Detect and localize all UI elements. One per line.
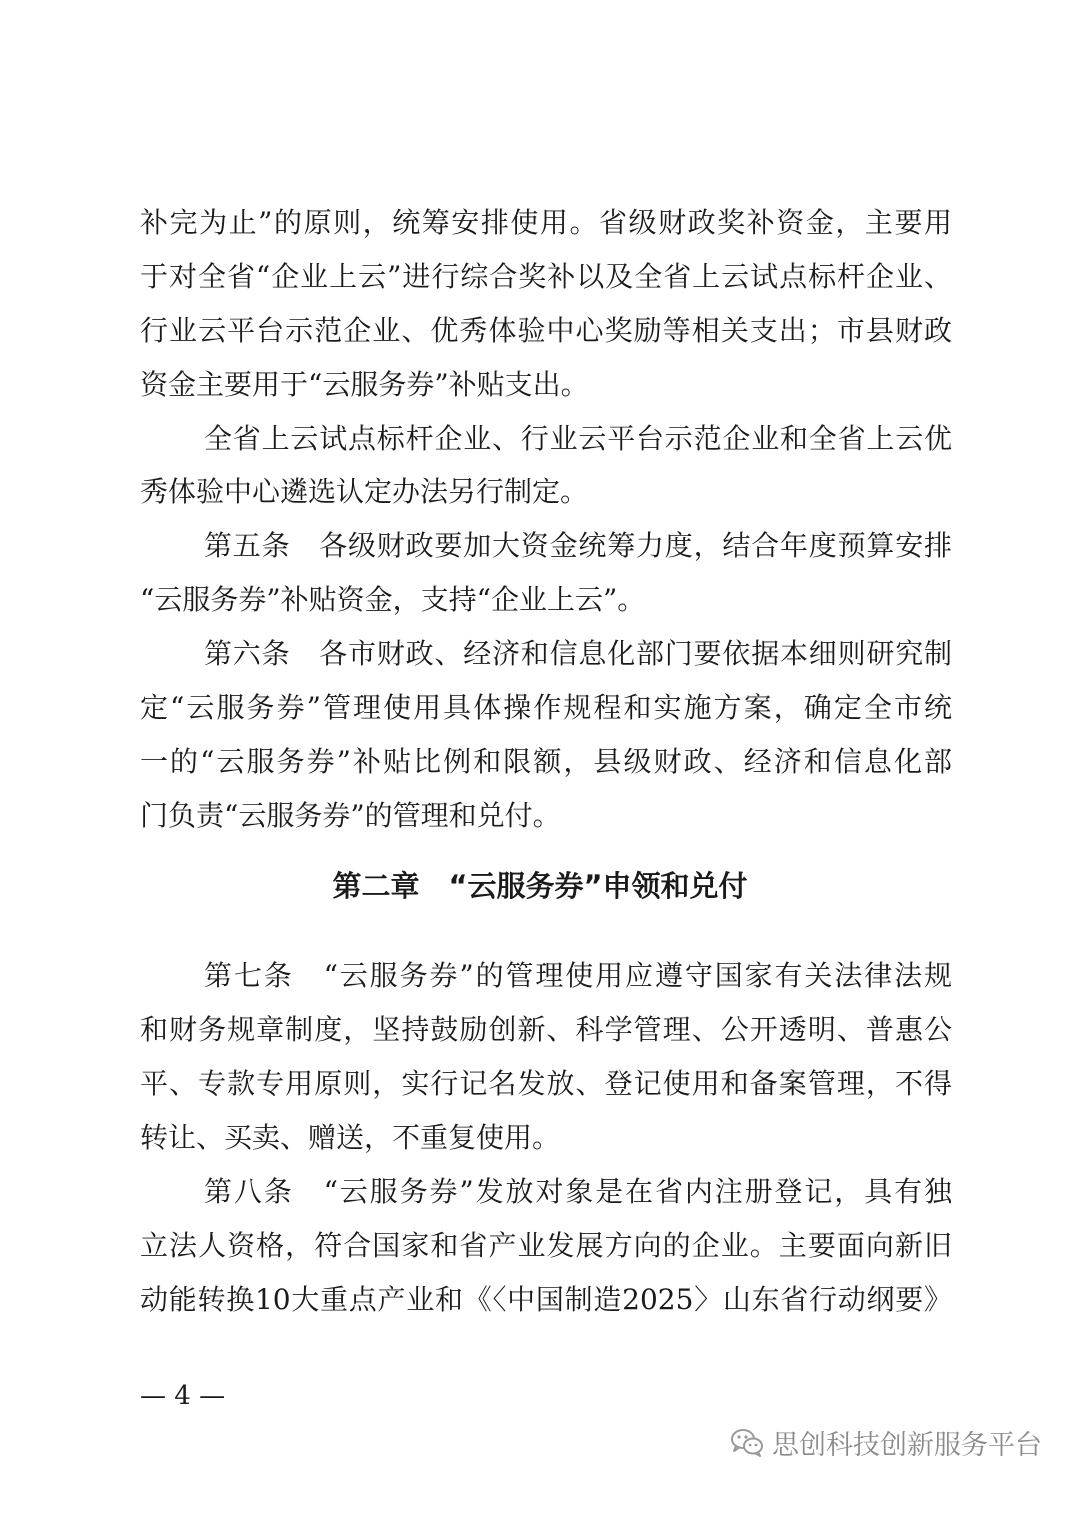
text-line: 资金主要用于“云服务券”补贴支出。	[140, 368, 589, 401]
wechat-icon	[730, 1427, 764, 1457]
text-line: 秀体验中心遴选认定办法另行制定。	[140, 475, 589, 508]
text-line: 补完为止”的原则，统筹安排使用。省级财政奖补资金，主要用	[140, 206, 952, 239]
text-line: 于对全省“企业上云”进行综合奖补以及全省上云试点标杆企业、	[140, 260, 952, 293]
text-line: 转让、买卖、赠送，不重复使用。	[140, 1121, 561, 1154]
text-line: 行业云平台示范企业、优秀体验中心奖励等相关支出；市县财政	[140, 314, 952, 347]
text-line: 和财务规章制度，坚持鼓励创新、科学管理、公开透明、普惠公	[140, 1013, 952, 1046]
article-7-line: 第七条 “云服务券”的管理使用应遵守国家有关法律法规	[204, 959, 952, 992]
watermark-text: 思创科技创新服务平台	[772, 1429, 1042, 1461]
article-8-line: 第八条 “云服务券”发放对象是在省内注册登记，具有独	[204, 1175, 952, 1208]
text-line: 动能转换10大重点产业和《〈中国制造2025〉山东省行动纲要》	[140, 1283, 952, 1316]
text-line: 定“云服务券”管理使用具体操作规程和实施方案，确定全市统	[140, 691, 952, 724]
text-line: “云服务券”补贴资金，支持“企业上云”。	[140, 583, 646, 616]
article-5-line: 第五条 各级财政要加大资金统筹力度，结合年度预算安排	[204, 529, 952, 562]
chapter-heading: 第二章 “云服务券”申领和兑付	[332, 869, 748, 903]
text-line: 全省上云试点标杆企业、行业云平台示范企业和全省上云优	[204, 422, 952, 455]
text-line: 一的“云服务券”补贴比例和限额，县级财政、经济和信息化部	[140, 745, 952, 778]
watermark	[730, 1422, 1042, 1462]
article-6-line: 第六条 各市财政、经济和信息化部门要依据本细则研究制	[204, 637, 952, 670]
page-number: — 4 —	[140, 1381, 226, 1411]
text-line: 平、专款专用原则，实行记名发放、登记使用和备案管理，不得	[140, 1067, 952, 1100]
text-line: 门负责“云服务券”的管理和兑付。	[140, 799, 561, 832]
text-line: 立法人资格，符合国家和省产业发展方向的企业。主要面向新旧	[140, 1229, 952, 1262]
